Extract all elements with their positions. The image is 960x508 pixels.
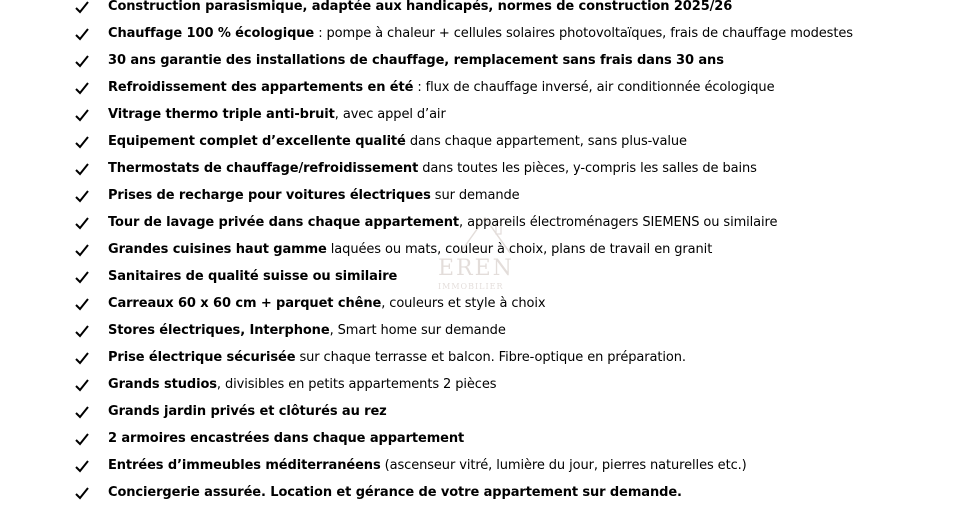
check-icon [74, 161, 90, 177]
list-item [0, 346, 960, 373]
item-bold: Entrées d’immeubles méditerranéens [108, 458, 381, 473]
list-item [0, 265, 960, 292]
item-normal: sur chaque terrasse et balcon. Fibre-optique en préparation. [295, 350, 686, 365]
check-icon [74, 26, 90, 42]
item-normal: dans toutes les pièces, y-compris les salles de bains [418, 161, 757, 176]
item-bold: Vitrage thermo triple anti-bruit [108, 107, 335, 122]
item-bold: Conciergerie assurée. Location et gérance de votre appartement sur demande. [108, 485, 682, 500]
item-normal: , couleurs et style à choix [381, 296, 546, 311]
item-bold: Chauffage 100 % écologique [108, 26, 315, 41]
list-item [0, 22, 960, 49]
watermark-word: EREN [438, 256, 514, 281]
item-normal: , divisibles en petits appartements 2 pièces [216, 377, 497, 392]
item-normal: laquées ou mats, couleur à choix, plans de travail en granit [326, 242, 713, 257]
list-item [0, 292, 960, 319]
list-item [0, 0, 960, 22]
item-bold: Stores électriques, Interphone [108, 323, 330, 338]
list-item [0, 103, 960, 130]
item-bold: Grands jardin privés et clôturés au rez [108, 404, 387, 419]
check-icon [74, 458, 90, 474]
list-item [0, 373, 960, 400]
item-bold: Tour de lavage privée dans chaque appartement [108, 215, 460, 230]
check-icon [74, 242, 90, 258]
item-normal: sur demande [430, 188, 520, 203]
item-bold: Sanitaires de qualité suisse ou similaire [108, 269, 398, 284]
item-normal: , Smart home sur demande [329, 323, 506, 338]
item-bold: Thermostats de chauffage/refroidissement [108, 161, 419, 176]
item-bold: Equipement complet d’excellente qualité [108, 134, 406, 149]
item-bold: Grandes cuisines haut gamme [108, 242, 327, 257]
check-icon [74, 80, 90, 96]
item-normal: : flux de chauffage inversé, air conditionnée écologique [413, 80, 775, 95]
list-item [0, 454, 960, 481]
list-item [0, 49, 960, 76]
check-icon [74, 188, 90, 204]
item-bold: Grands studios [108, 377, 217, 392]
list-item [0, 130, 960, 157]
check-icon [74, 485, 90, 501]
check-icon [74, 404, 90, 420]
list-item [0, 211, 960, 238]
check-icon [74, 0, 90, 15]
item-bold: Refroidissement des appartements en été [108, 80, 414, 95]
item-bold: Carreaux 60 x 60 cm + parquet chêne [108, 296, 382, 311]
check-icon [74, 269, 90, 285]
check-icon [74, 323, 90, 339]
list-item [0, 184, 960, 211]
check-icon [74, 215, 90, 231]
item-normal: dans chaque appartement, sans plus-value [405, 134, 687, 149]
list-item [0, 76, 960, 103]
list-item [0, 400, 960, 427]
item-bold: Prises de recharge pour voitures électriques [108, 188, 431, 203]
list-item [0, 481, 960, 508]
item-normal: , avec appel d’air [334, 107, 446, 122]
item-normal: , appareils électroménagers SIEMENS ou similaire [459, 215, 778, 230]
list-item [0, 319, 960, 346]
list-item [0, 427, 960, 454]
item-normal: : pompe à chaleur + cellules solaires photovoltaïques, frais de chauffage modestes [314, 26, 853, 41]
item-bold: 2 armoires encastrées dans chaque appartement [108, 431, 465, 446]
check-icon [74, 350, 90, 366]
check-icon [74, 107, 90, 123]
list-item [0, 157, 960, 184]
check-icon [74, 53, 90, 69]
check-icon [74, 134, 90, 150]
check-icon [74, 296, 90, 312]
check-icon [74, 377, 90, 393]
check-icon [74, 431, 90, 447]
list-item [0, 238, 960, 265]
item-bold: 30 ans garantie des installations de chauffage, remplacement sans frais dans 30 ans [108, 53, 724, 68]
watermark-sub: IMMOBILIER [438, 282, 504, 291]
item-normal: (ascenseur vitré, lumière du jour, pierres naturelles etc.) [380, 458, 747, 473]
item-bold: Prise électrique sécurisée [108, 350, 296, 365]
item-bold: Construction parasismique, adaptée aux handicapés, normes de construction 2025/26 [108, 0, 733, 14]
